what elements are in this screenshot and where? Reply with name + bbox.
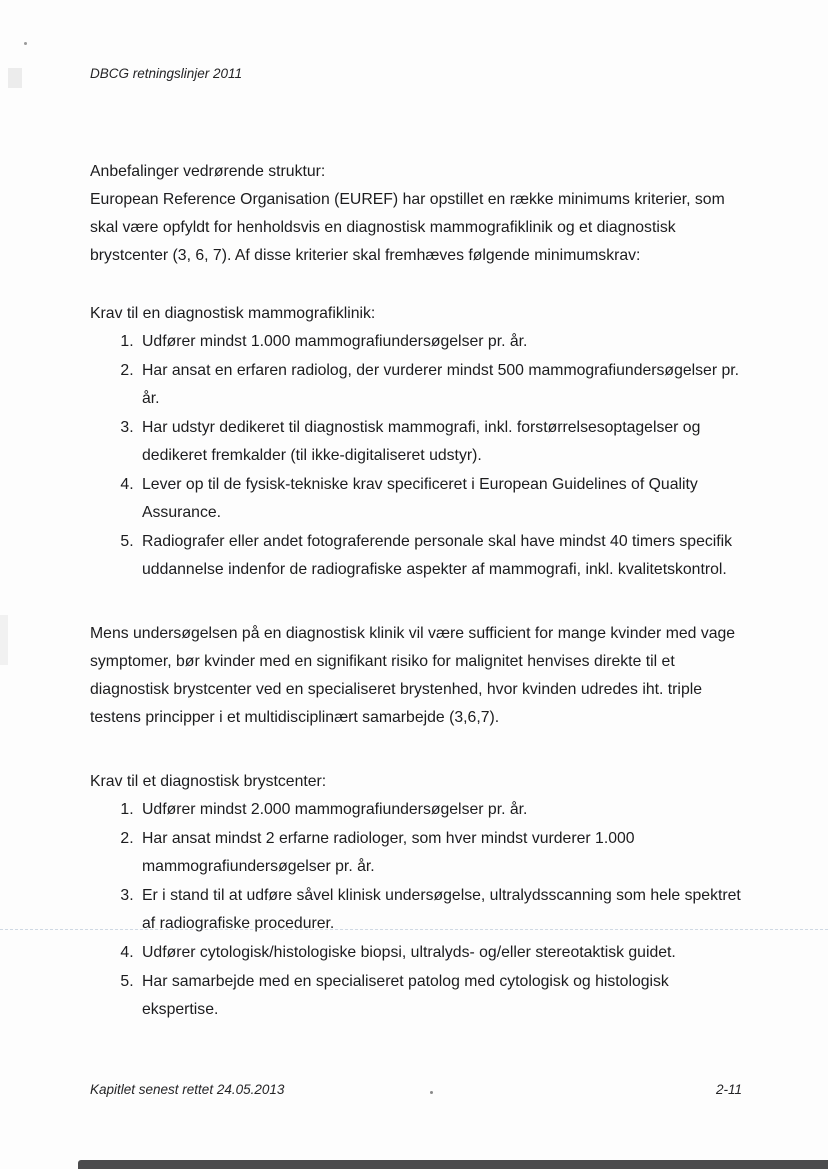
- scan-smudge-artifact: [0, 615, 8, 665]
- list-item: 5. Har samarbejde med en specialiseret patolog med cytologisk og histologisk ekspertise.: [138, 968, 742, 1024]
- center-requirements-list: [90, 796, 742, 1024]
- center-requirements-heading: Krav til et diagnostisk brystcenter:: [90, 773, 327, 790]
- clinic-requirements-heading: Krav til en diagnostisk mammografiklinik:: [90, 305, 376, 322]
- list-item: 1. Udfører mindst 1.000 mammografiundersøgelser pr. år.: [138, 328, 742, 356]
- list-item: 2. Har ansat mindst 2 erfarne radiologer, som hver mindst vurderer 1.000 mammografiundersøgelser pr. år.: [138, 825, 742, 881]
- footer-page-number: 2-11: [715, 1082, 742, 1097]
- intro-paragraph: European Reference Organisation (EUREF) har opstillet en række minimums kriterier, som skal være opfyldt for henholdsvis en diagnostisk mammografiklinik og et diagnostisk brystcenter (3, 6, 7). Af disse kriterier skal fremhæves følgende minimumskrav:: [90, 191, 725, 264]
- intro-heading: Anbefalinger vedrørende struktur:: [90, 163, 326, 180]
- page-content: [90, 158, 742, 1025]
- scan-line-artifact: [0, 929, 828, 930]
- scan-smudge-artifact: [8, 68, 22, 88]
- scan-speck-artifact: [430, 1091, 433, 1094]
- footer-revision-date: Kapitlet senest rettet 24.05.2013: [90, 1082, 285, 1097]
- list-item: 3. Er i stand til at udføre såvel klinisk undersøgelse, ultralydsscanning som hele spektret af radiografiske procedurer.: [138, 882, 742, 938]
- list-item: 2. Har ansat en erfaren radiolog, der vurderer mindst 500 mammografiundersøgelser pr. år.: [138, 357, 742, 413]
- page-header: DBCG retningslinjer 2011: [90, 66, 243, 81]
- list-item: 5. Radiografer eller andet fotograferende personale skal have mindst 40 timers specifik uddannelse indenfor de radiografiske aspekter af mammografi, inkl. kvalitetskontrol.: [138, 528, 742, 584]
- list-item: 1. Udfører mindst 2.000 mammografiundersøgelser pr. år.: [138, 796, 742, 824]
- clinic-requirements-list: [90, 328, 742, 584]
- scan-speck-artifact: [24, 42, 27, 45]
- list-item: 3. Har udstyr dedikeret til diagnostisk mammografi, inkl. forstørrelsesoptagelser og dedikeret fremkalder (til ikke-digitaliseret udstyr).: [138, 414, 742, 470]
- list-item: 4. Udfører cytologisk/histologiske biopsi, ultralyds- og/eller stereotaktisk guidet.: [138, 939, 742, 967]
- middle-paragraph: Mens undersøgelsen på en diagnostisk klinik vil være sufficient for mange kvinder med vage symptomer, bør kvinder med en signifikant risiko for malignitet henvises direkte til et diagnostisk brystcenter ved en specialiseret brystenhed, hvor kvinden udredes iht. triple testens principper i et multidisciplinært samarbejde (3,6,7).: [90, 625, 736, 726]
- scan-edge-artifact: [78, 1160, 828, 1169]
- page-footer: [90, 1082, 742, 1097]
- list-item: 4. Lever op til de fysisk-tekniske krav specificeret i European Guidelines of Quality Assurance.: [138, 471, 742, 527]
